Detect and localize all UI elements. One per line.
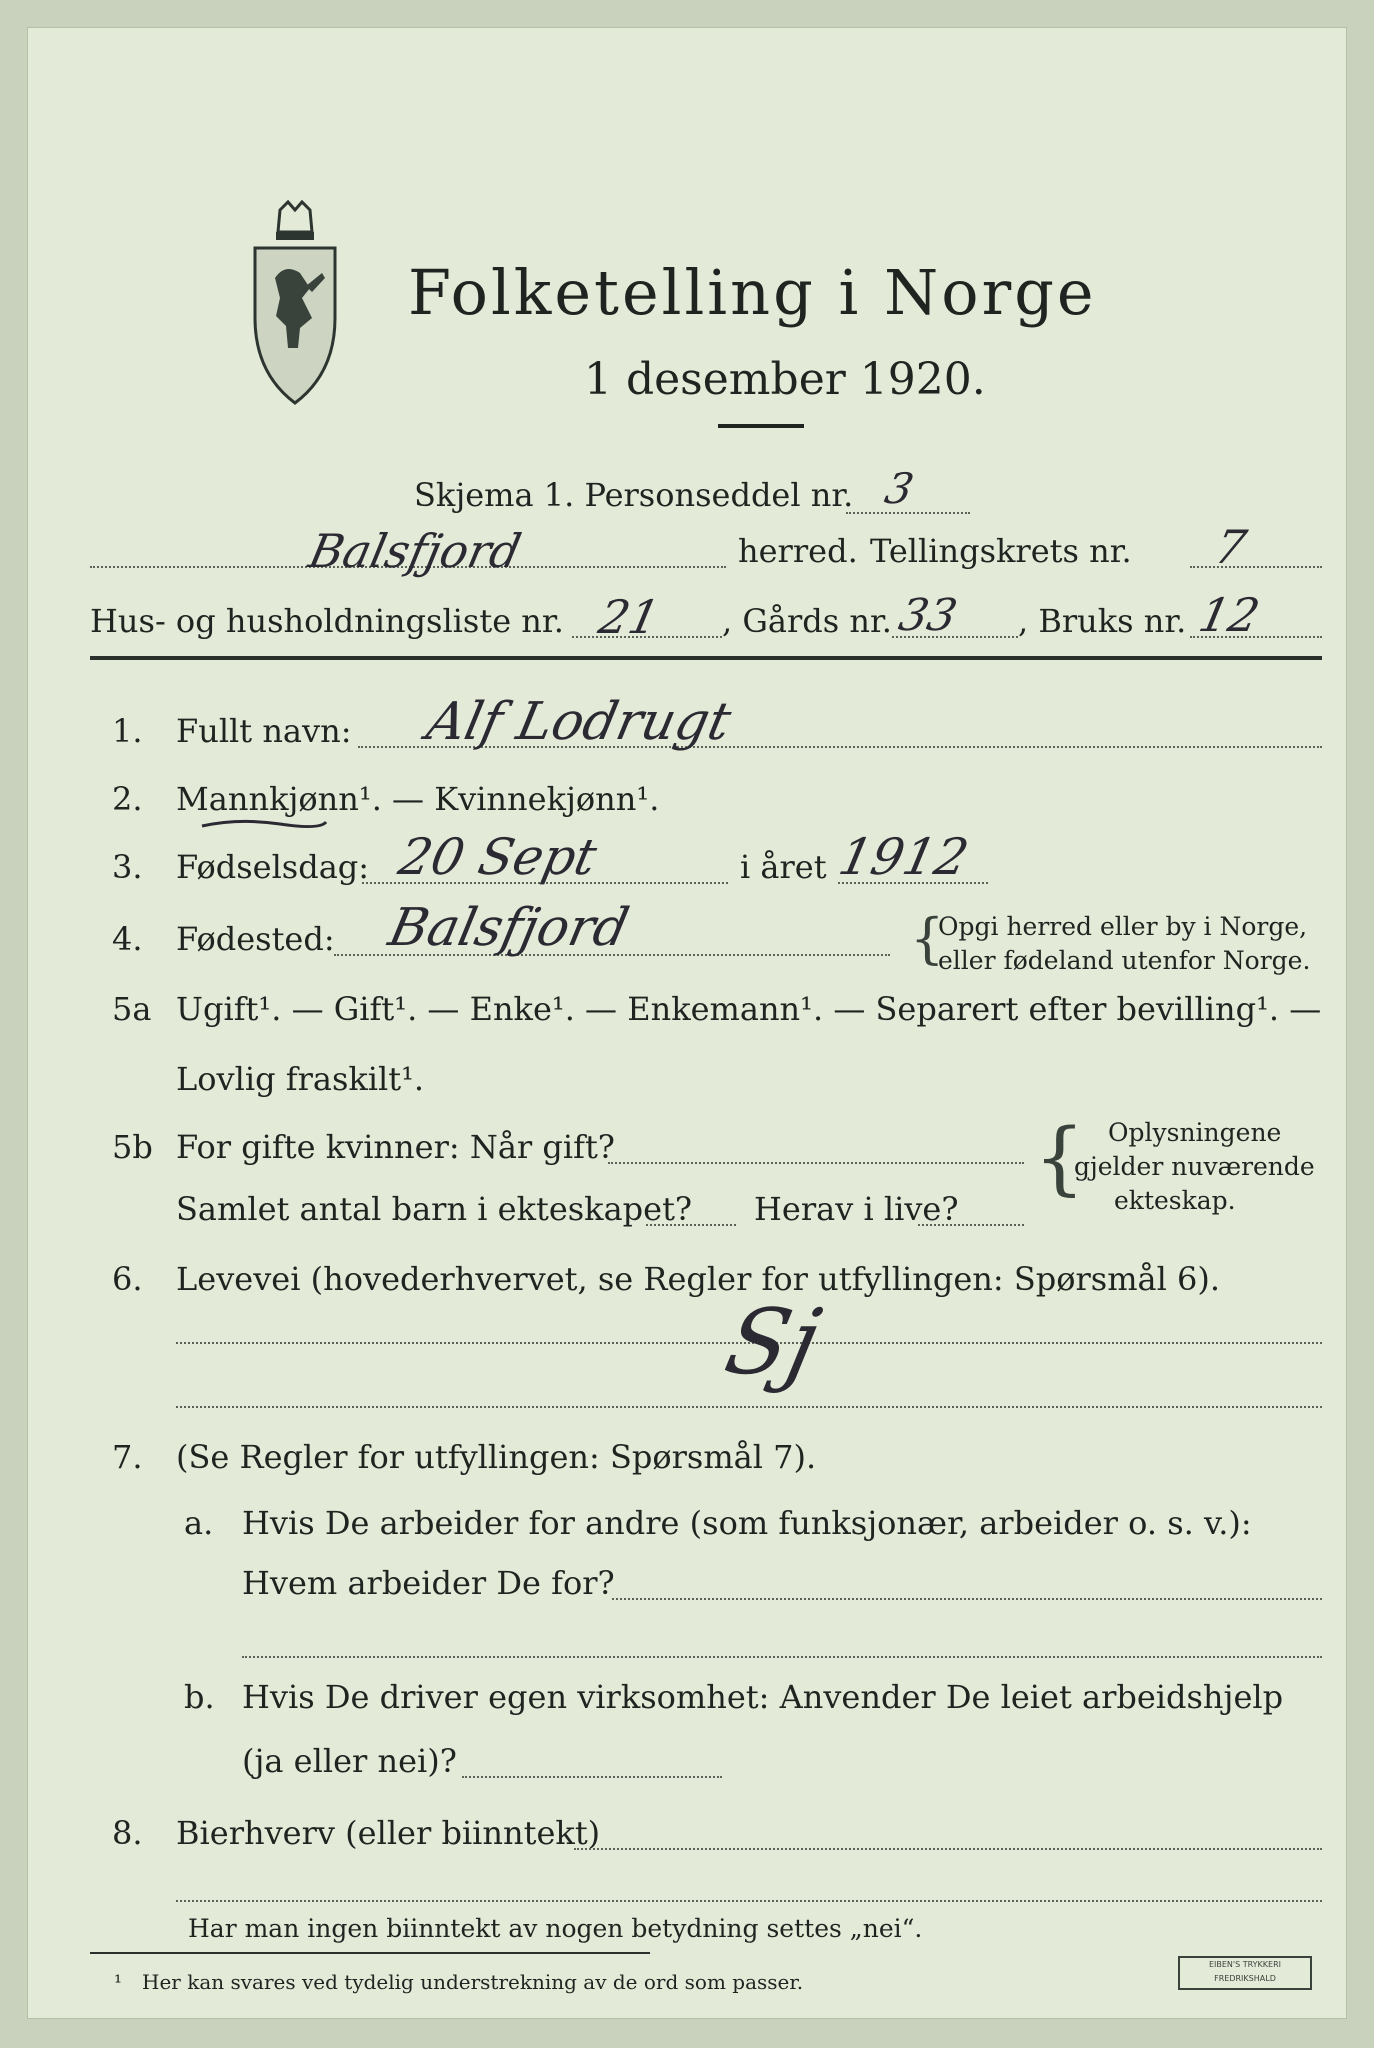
q4-brace: { (910, 907, 945, 970)
q7b-line-2: (ja eller nei)? (242, 1742, 457, 1780)
tellingskrets-line (1190, 566, 1322, 568)
q1-number: 1. (112, 712, 143, 750)
coat-of-arms-icon (240, 198, 350, 418)
q3-label: Fødselsdag: (176, 848, 370, 886)
full-name-value: Alf Lodrugt (421, 692, 737, 752)
bruks-label: , Bruks nr. (1018, 602, 1187, 640)
occupation-value: Sj (716, 1290, 829, 1395)
header-rule (90, 656, 1322, 660)
birth-year-value: 1912 (833, 828, 974, 886)
q7a-line-2: Hvem arbeider De for? (242, 1564, 615, 1602)
footnote-text: Her kan svares ved tydelig understrekning av de ord som passer. (142, 1970, 804, 1994)
skjema-label: Skjema 1. Personseddel nr. (414, 476, 854, 514)
biinntekt-note: Har man ingen biinntekt av nogen betydning settes „nei“. (188, 1914, 923, 1943)
birthplace-value: Balsfjord (383, 898, 634, 958)
q5b-alive-line (918, 1224, 1024, 1226)
personseddel-number: 3 (880, 464, 918, 513)
herred-label: herred. (738, 532, 858, 570)
q5b-when-line (608, 1162, 1024, 1164)
q1-label: Fullt navn: (176, 712, 352, 750)
form-title: Folketelling i Norge (408, 256, 1097, 329)
husholdningsliste-number: 21 (594, 590, 665, 644)
q4-label: Fødested: (176, 920, 335, 958)
footnote-rule (90, 1952, 650, 1954)
mannkjonn-underline (200, 814, 328, 834)
tellingskrets-label: Tellingskrets nr. (870, 532, 1132, 570)
hus-label: Hus- og husholdningsliste nr. (90, 602, 564, 640)
q5b-brace: { (1034, 1111, 1085, 1204)
q5b-line-1: For gifte kvinner: Når gift? (176, 1128, 615, 1166)
q5b-children-label: Samlet antal barn i ekteskapet? (176, 1190, 693, 1228)
gards-number: 33 (894, 590, 962, 641)
tellingskrets-number: 7 (1210, 520, 1252, 574)
q3-number: 3. (112, 848, 143, 886)
gards-label: , Gårds nr. (722, 602, 892, 640)
q7a-line-1: Hvis De arbeider for andre (som funksjonær, arbeider o. s. v.): (242, 1504, 1252, 1542)
census-date: 1 desember 1920. (584, 354, 986, 405)
q8-line-extra (176, 1900, 1322, 1902)
q6-label: Levevei (hovederhvervet, se Regler for utfyllingen: Spørsmål 6). (176, 1260, 1221, 1298)
q4-note-2: eller fødeland utenfor Norge. (938, 946, 1311, 975)
bruks-number: 12 (1194, 588, 1265, 642)
herred-value: Balsfjord (304, 524, 526, 578)
q5a-line-1: Ugift¹. — Gift¹. — Enke¹. — Enkemann¹. — Separert efter bevilling¹. — (176, 990, 1322, 1028)
q6-line-2 (176, 1406, 1322, 1408)
q7a-line (612, 1598, 1322, 1600)
q4-note-1: Opgi herred eller by i Norge, (938, 912, 1308, 941)
q7a-letter: a. (184, 1504, 214, 1542)
q5b-number: 5b (112, 1128, 153, 1166)
q8-number: 8. (112, 1814, 143, 1852)
q5b-alive-label: Herav i live? (754, 1190, 959, 1228)
q2-label: Mannkjønn¹. — Kvinnekjønn¹. (176, 780, 660, 818)
q5b-note-3: ekteskap. (1114, 1186, 1236, 1215)
q5b-children-line (646, 1224, 736, 1226)
q7-label: (Se Regler for utfyllingen: Spørsmål 7). (176, 1438, 817, 1476)
q6-number: 6. (112, 1260, 143, 1298)
q5b-note-1: Oplysningene (1108, 1118, 1282, 1147)
q7b-line-1: Hvis De driver egen virksomhet: Anvender De leiet arbeidshjelp (242, 1678, 1284, 1716)
q7-number: 7. (112, 1438, 143, 1476)
year-label: i året (740, 848, 827, 886)
q5b-note-2: gjelder nuværende (1074, 1152, 1315, 1181)
q8-label: Bierhverv (eller biinntekt) (176, 1814, 601, 1852)
census-form (28, 28, 1346, 2018)
title-rule (718, 424, 804, 428)
q2-number: 2. (112, 780, 143, 818)
q5a-line-2: Lovlig fraskilt¹. (176, 1060, 425, 1098)
printer-stamp: EIBEN'S TRYKKERI FREDRIKSHALD (1178, 1956, 1312, 1990)
skjema-line (846, 512, 970, 514)
q7b-letter: b. (184, 1678, 215, 1716)
q7a-line-extra (242, 1656, 1322, 1658)
q8-line (574, 1848, 1322, 1850)
q4-number: 4. (112, 920, 143, 958)
q7b-line (462, 1776, 722, 1778)
birthday-value: 20 Sept (393, 828, 602, 886)
footnote-mark: ¹ (114, 1970, 123, 1994)
q5a-number: 5a (112, 990, 152, 1028)
